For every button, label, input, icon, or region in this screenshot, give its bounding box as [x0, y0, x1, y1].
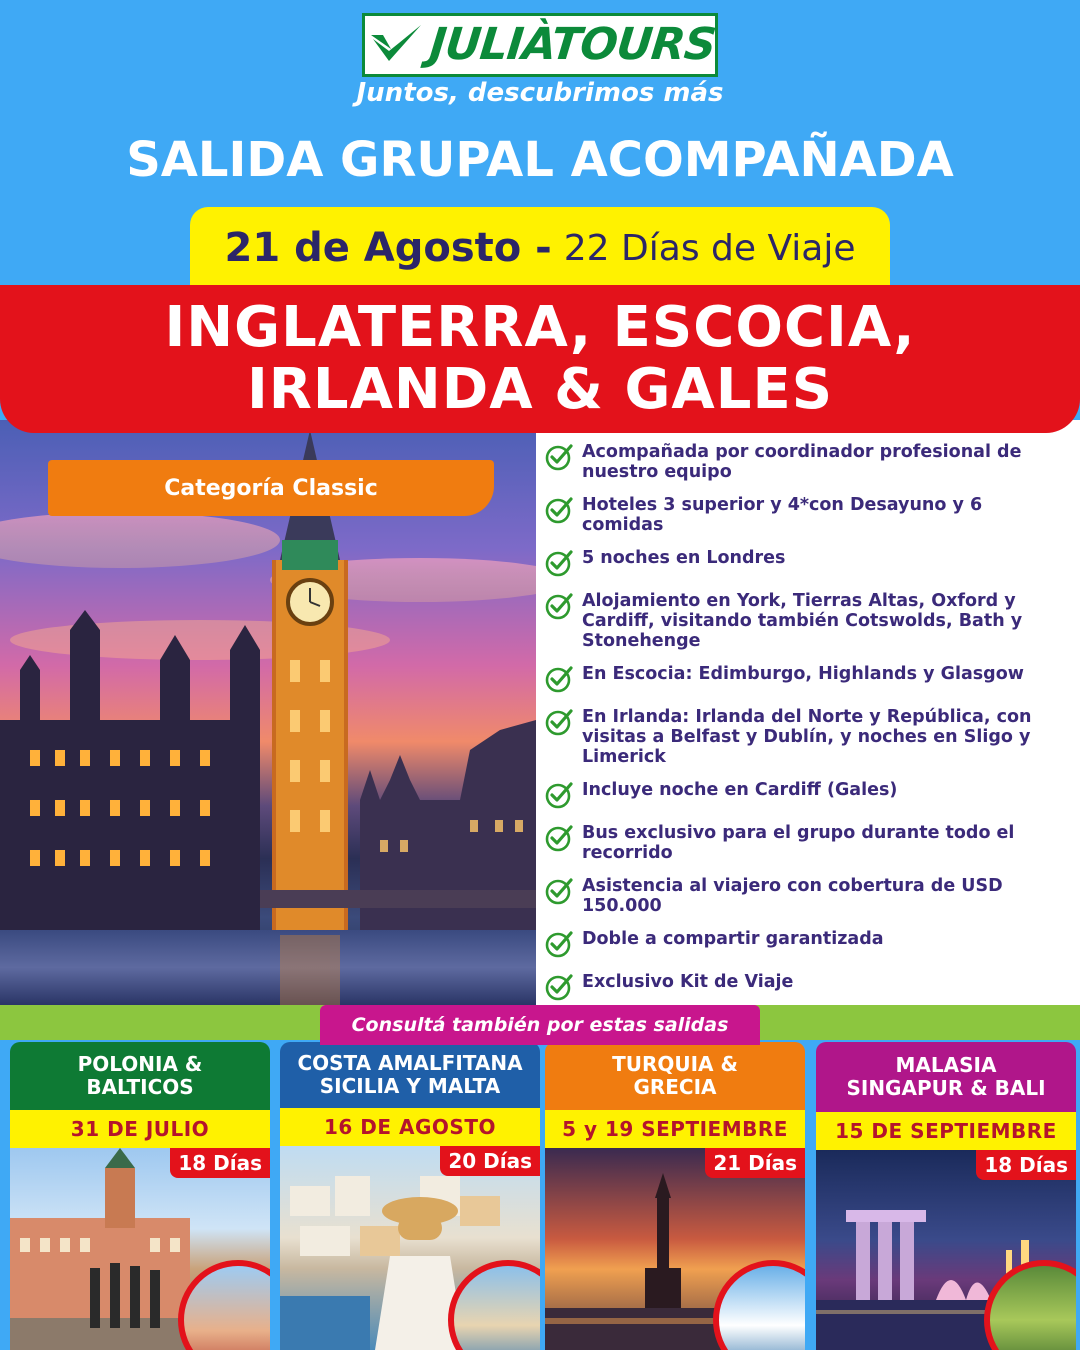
check-circle-icon — [544, 664, 574, 694]
trip-title-line-2: SICILIA Y MALTA — [319, 1074, 501, 1098]
list-item — [544, 664, 1066, 694]
trip-title-line-1: MALASIA — [895, 1053, 997, 1077]
departure-date: 21 de Agosto - — [224, 225, 552, 271]
feature-text: Alojamiento en York, Tierras Altas, Oxford y Cardiff, visitando también Cotswolds, Bath y Stonehenge — [582, 591, 1023, 651]
feature-text: Acompañada por coordinador profesional de nuestro equipo — [582, 442, 1022, 482]
trip-title-line-1: TURQUIA & — [612, 1052, 738, 1076]
trip-days: 18 Días — [976, 1150, 1076, 1180]
trip-card-turquia[interactable] — [545, 1042, 805, 1350]
trip-date: 5 y 19 SEPTIEMBRE — [545, 1110, 805, 1148]
destination-line-2: IRLANDA & GALES — [246, 357, 834, 422]
trip-date: 16 DE AGOSTO — [280, 1108, 540, 1146]
trip-date: 31 DE JULIO — [10, 1110, 270, 1148]
trip-card-title — [10, 1042, 270, 1110]
check-circle-icon — [544, 823, 574, 853]
feature-text: Hoteles 3 superior y 4*con Desayuno y 6 comidas — [582, 495, 983, 535]
trip-card-amalfi[interactable] — [280, 1042, 540, 1350]
brand-name: JULIÀTOURS — [427, 19, 718, 70]
trip-card-title — [545, 1042, 805, 1110]
list-item — [544, 548, 1066, 578]
check-circle-icon — [544, 442, 574, 472]
trip-card-title — [280, 1042, 540, 1108]
feature-text: Incluye noche en Cardiff (Gales) — [582, 780, 898, 800]
list-item — [544, 972, 1066, 1002]
trip-title-line-1: POLONIA & — [77, 1052, 203, 1076]
feature-text: Bus exclusivo para el grupo durante todo el recorrido — [582, 823, 1015, 863]
list-item — [544, 495, 1066, 535]
trip-card-malasia[interactable] — [816, 1042, 1076, 1350]
trip-title-line-2: BALTICOS — [86, 1075, 194, 1099]
departure-banner — [190, 207, 890, 289]
feature-text: Asistencia al viajero con cobertura de USD 150.000 — [582, 876, 1003, 916]
trip-title-line-2: GRECIA — [633, 1075, 717, 1099]
trip-days: 20 Días — [440, 1146, 540, 1176]
list-item — [544, 707, 1066, 767]
feature-text: 5 noches en Londres — [582, 548, 786, 568]
list-item — [544, 929, 1066, 959]
brand-logo[interactable] — [362, 13, 718, 77]
page-title: SALIDA GRUPAL ACOMPAÑADA — [126, 132, 954, 188]
feature-text: Exclusivo Kit de Viaje — [582, 972, 794, 992]
feature-text: Doble a compartir garantizada — [582, 929, 884, 949]
trip-photo — [545, 1148, 805, 1350]
feature-text: En Escocia: Edimburgo, Highlands y Glasgow — [582, 664, 1024, 684]
check-plane-logo-icon — [365, 16, 430, 74]
check-circle-icon — [544, 548, 574, 578]
check-circle-icon — [544, 591, 574, 621]
check-circle-icon — [544, 495, 574, 525]
trip-days: 21 Días — [705, 1148, 805, 1178]
trip-title-line-2: SINGAPUR & BALI — [846, 1076, 1046, 1100]
list-item — [544, 591, 1066, 651]
trip-card-polonia[interactable] — [10, 1042, 270, 1350]
check-circle-icon — [544, 876, 574, 906]
brand-tagline: Juntos, descubrimos más — [356, 78, 724, 108]
trip-date: 15 DE SEPTIEMBRE — [816, 1112, 1076, 1150]
list-item — [544, 876, 1066, 916]
trip-title-line-1: COSTA AMALFITANA — [297, 1051, 523, 1075]
destination-banner — [0, 285, 1080, 433]
feature-text: En Irlanda: Irlanda del Norte y República, con visitas a Belfast y Dublín, y noches en Sligo y Limerick — [582, 707, 1032, 767]
trip-photo — [10, 1148, 270, 1350]
trip-photo — [816, 1150, 1076, 1350]
trip-duration: 22 Días de Viaje — [563, 227, 856, 269]
check-circle-icon — [544, 707, 574, 737]
check-circle-icon — [544, 972, 574, 1002]
category-badge: Categoría Classic — [48, 460, 494, 516]
list-item — [544, 780, 1066, 810]
features-list — [536, 420, 1080, 1005]
list-item — [544, 442, 1066, 482]
trip-photo — [280, 1146, 540, 1350]
list-item — [544, 823, 1066, 863]
check-circle-icon — [544, 929, 574, 959]
check-circle-icon — [544, 780, 574, 810]
destination-line-1: INGLATERRA, ESCOCIA, — [164, 295, 916, 360]
trip-card-title — [816, 1042, 1076, 1112]
consult-banner: Consultá también por estas salidas — [320, 1005, 760, 1045]
header — [0, 0, 1080, 290]
trip-days: 18 Días — [170, 1148, 270, 1178]
